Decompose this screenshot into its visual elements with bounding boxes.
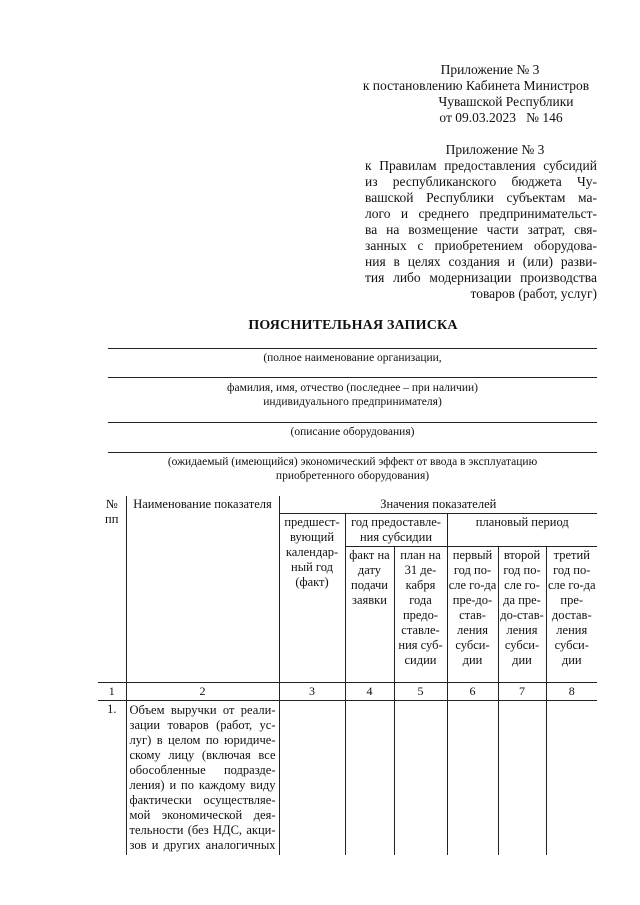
row-text-line: фактически осуществляе- — [129, 793, 276, 807]
appendix-rules-line: тия либо модернизации производства — [365, 270, 597, 285]
hint-fio-1: фамилия, имя, отчество (последнее – при наличии) — [227, 382, 478, 394]
column-number: 6 — [447, 683, 498, 701]
row-indicator-name — [126, 701, 279, 856]
value-cell[interactable] — [447, 701, 498, 856]
appendix-rules-line: ния в целях создания и (или) разви- — [365, 254, 597, 269]
fill-line-organization — [108, 348, 597, 349]
row-text-line: обособленные подразде- — [129, 763, 276, 777]
row-text-line: зации товаров (работ, ус- — [129, 718, 276, 732]
header-fact-on-date: факт на дату подачи заявки — [345, 547, 394, 683]
hint-organization: (полное наименование организации, — [263, 352, 442, 364]
row-text-line: скому лицу (включая все — [129, 748, 276, 762]
appendix-rules-line: занных с приобретением оборудова- — [365, 238, 597, 253]
row-text-line: Объем выручки от реали- — [129, 703, 276, 717]
hint-effect-2: приобретенного оборудования) — [275, 470, 430, 482]
header-third-year: третий год по-сле го-да пре-достав-ления субси-дии — [546, 547, 597, 683]
column-number: 2 — [126, 683, 279, 701]
header-second-year: второй год по-сле го-да пре-до-став-ления субси-дии — [498, 547, 546, 683]
appendix-main-line: Чувашской Республики — [438, 94, 574, 109]
header-number: № пп — [98, 496, 126, 683]
column-number: 1 — [98, 683, 126, 701]
hint-effect-1: (ожидаемый (имеющийся) экономический эффект от ввода в эксплуатацию — [167, 456, 538, 468]
column-number: 7 — [498, 683, 546, 701]
hint-equipment: (описание оборудования) — [290, 426, 415, 438]
appendix-rules-line: из республиканского бюджета Чу- — [365, 174, 597, 189]
header-plan-dec-31: план на 31 де-кабря года предо-ставле-ния суб-сидии — [394, 547, 447, 683]
appendix-rules-line: ва на возмещение части затрат, свя- — [365, 222, 597, 237]
appendix-main-line: к постановлению Кабинета Министров — [362, 78, 590, 93]
value-cell[interactable] — [394, 701, 447, 856]
appendix-rules-title: Приложение № 3 — [445, 142, 545, 157]
header-grant-year: год предоставле-ния субсидии — [345, 514, 447, 547]
document-title: ПОЯСНИТЕЛЬНАЯ ЗАПИСКА — [248, 318, 458, 333]
value-cell[interactable] — [546, 701, 597, 856]
appendix-main-line: от 09.03.2023 № 146 — [439, 110, 563, 125]
fill-line-fio — [108, 377, 597, 378]
indicators-table — [98, 496, 597, 855]
row-number: 1. — [98, 701, 126, 856]
appendix-rules-text — [365, 158, 597, 302]
column-number: 3 — [279, 683, 345, 701]
appendix-rules-line: лого и среднего предпринимательст- — [365, 206, 597, 221]
appendix-rules-line: к Правилам предоставления субсидий — [365, 158, 597, 173]
row-text-line: луг) в целом по юридиче- — [129, 733, 276, 747]
appendix-rules-line: вашской Республики субъектам ма- — [365, 190, 597, 205]
column-number: 8 — [546, 683, 597, 701]
fill-line-effect — [108, 452, 597, 453]
appendix-main-details — [330, 78, 622, 126]
table-row — [98, 701, 597, 856]
value-cell[interactable] — [279, 701, 345, 856]
header-plan-period: плановый период — [447, 514, 597, 547]
appendix-main-title: Приложение № 3 — [440, 62, 540, 77]
column-number: 5 — [394, 683, 447, 701]
value-cell[interactable] — [345, 701, 394, 856]
row-text-line: ления) и по каждому виду — [129, 778, 276, 792]
header-values: Значения показателей — [279, 496, 597, 514]
header-first-year: первый год по-сле го-да пре-до-став-ления субси-дии — [447, 547, 498, 683]
appendix-rules-line: товаров (работ, услуг) — [470, 286, 597, 301]
hint-fio-2: индивидуального предпринимателя) — [263, 396, 442, 408]
row-text-line: мой экономической дея- — [129, 808, 276, 822]
row-text-line: зов и других аналогичных — [129, 838, 276, 852]
column-numbers-row — [98, 683, 597, 701]
value-cell[interactable] — [498, 701, 546, 856]
column-number: 4 — [345, 683, 394, 701]
header-indicator-name: Наименование показателя — [126, 496, 279, 683]
row-text-line: тельности (без НДС, акци- — [129, 823, 276, 837]
header-previous-year: предшест-вующий календар-ный год (факт) — [279, 514, 345, 683]
fill-line-equipment — [108, 422, 597, 423]
